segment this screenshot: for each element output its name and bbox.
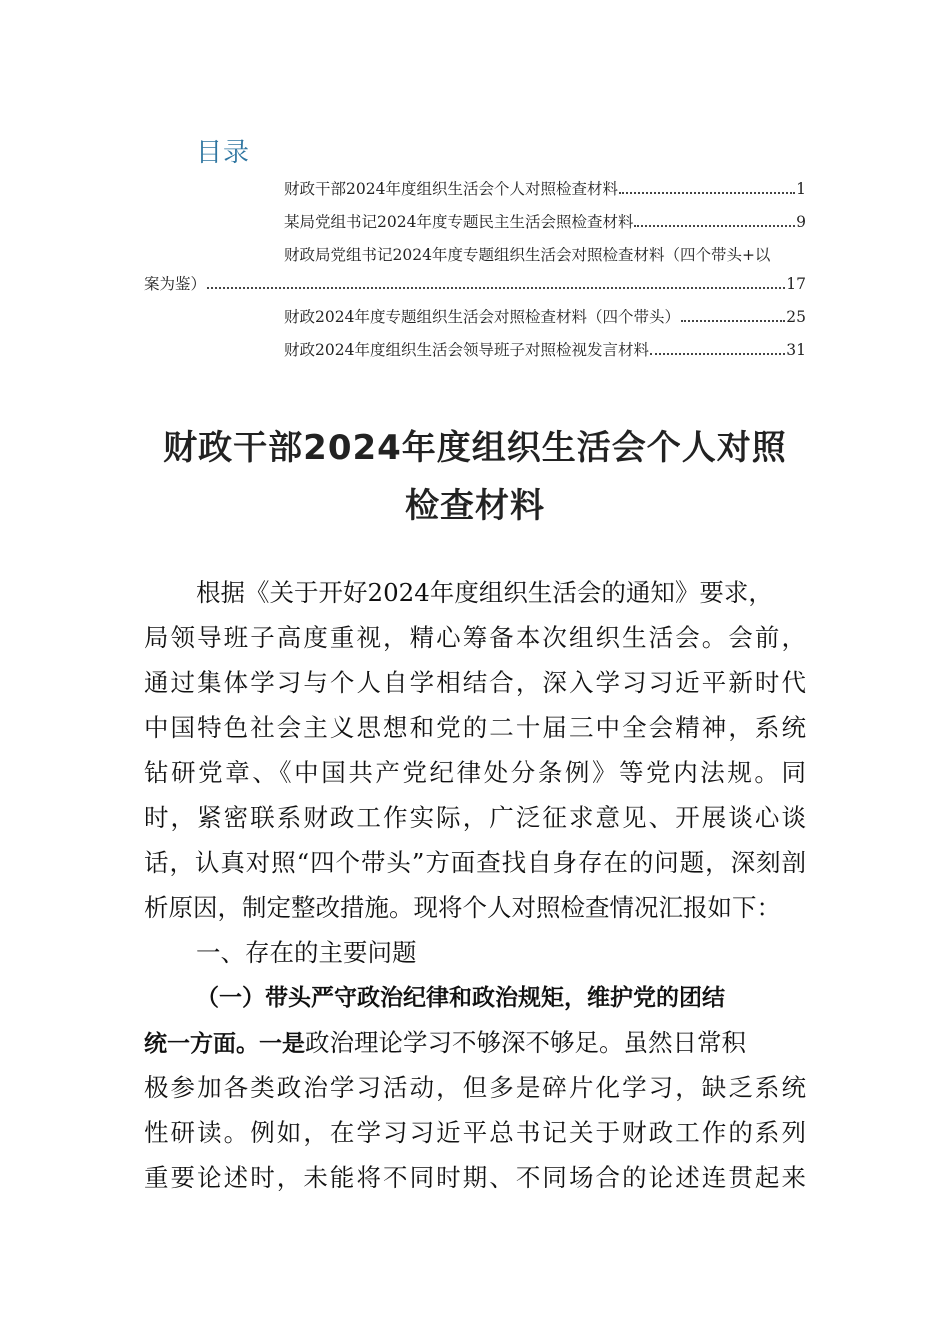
toc-leader: [681, 319, 785, 322]
paragraph-line: 通过集体学习与个人自学相结合，深入学习习近平新时代: [144, 668, 806, 697]
toc-leader: [634, 224, 795, 227]
toc-entry-page: 31: [786, 341, 806, 359]
subsection-heading: （一）带头严守政治纪律和政治规矩，维护党的团结: [196, 985, 725, 1011]
toc-entry-title: 某局党组书记2024年度专题民主生活会照检查材料: [284, 213, 634, 231]
toc-heading: 目录: [196, 138, 251, 168]
subsection-heading-cont: 统一方面。一是: [144, 1031, 305, 1057]
paragraph-line: 时，紧密联系财政工作实际，广泛征求意见、开展谈心谈: [144, 803, 806, 832]
section-heading: 一、存在的主要问题: [196, 938, 417, 967]
toc-entry-page: 1: [796, 180, 806, 198]
paragraph-line: 性研读。例如，在学习习近平总书记关于财政工作的系列: [144, 1118, 806, 1147]
toc-entry-title-line2: 案为鉴）: [144, 275, 207, 293]
toc-entry[interactable]: [284, 212, 806, 232]
toc-entry[interactable]: [284, 307, 806, 327]
paragraph-line: 极参加各类政治学习活动，但多是碎片化学习，缺乏系统: [144, 1073, 806, 1102]
toc-entry[interactable]: [284, 340, 806, 360]
document-title-line2: 检查材料: [405, 486, 545, 526]
toc-leader: [650, 352, 785, 355]
paragraph-line: 局领导班子高度重视，精心筹备本次组织生活会。会前，: [144, 623, 806, 652]
toc-leader: [619, 191, 795, 194]
paragraph-line: 话，认真对照“四个带头”方面查找自身存在的问题，深刻剖: [144, 848, 806, 877]
toc-entry-title: 财政干部2024年度组织生活会个人对照检查材料: [284, 180, 618, 198]
document-title-line1: 财政干部2024年度组织生活会个人对照: [163, 428, 787, 468]
toc-entry[interactable]: [144, 274, 806, 294]
paragraph-line: 根据《关于开好2024年度组织生活会的通知》要求，: [196, 578, 773, 607]
toc-entry[interactable]: [284, 179, 806, 199]
paragraph-line: 钻研党章、《中国共产党纪律处分条例》等党内法规。同: [144, 758, 806, 787]
paragraph-line: 中国特色社会主义思想和党的二十届三中全会精神，系统: [144, 713, 806, 742]
paragraph-line: 重要论述时，未能将不同时期、不同场合的论述连贯起来: [144, 1163, 806, 1192]
toc-entry-title: 财政2024年度组织生活会领导班子对照检视发言材料: [284, 341, 649, 359]
toc-entry-page: 25: [786, 308, 806, 326]
toc-entry-title: 财政2024年度专题组织生活会对照检查材料（四个带头）: [284, 308, 680, 326]
paragraph-text: 政治理论学习不够深不够足。虽然日常积: [305, 1028, 746, 1057]
paragraph-line: [144, 1028, 806, 1059]
toc-entry-page: 17: [786, 275, 806, 293]
toc-entry-page: 9: [796, 213, 806, 231]
toc-entry-title-line1[interactable]: 财政局党组书记2024年度专题组织生活会对照检查材料（四个带头+以: [284, 246, 771, 264]
toc-leader: [207, 286, 785, 289]
paragraph-line: 析原因，制定整改措施。现将个人对照检查情况汇报如下：: [144, 893, 781, 922]
